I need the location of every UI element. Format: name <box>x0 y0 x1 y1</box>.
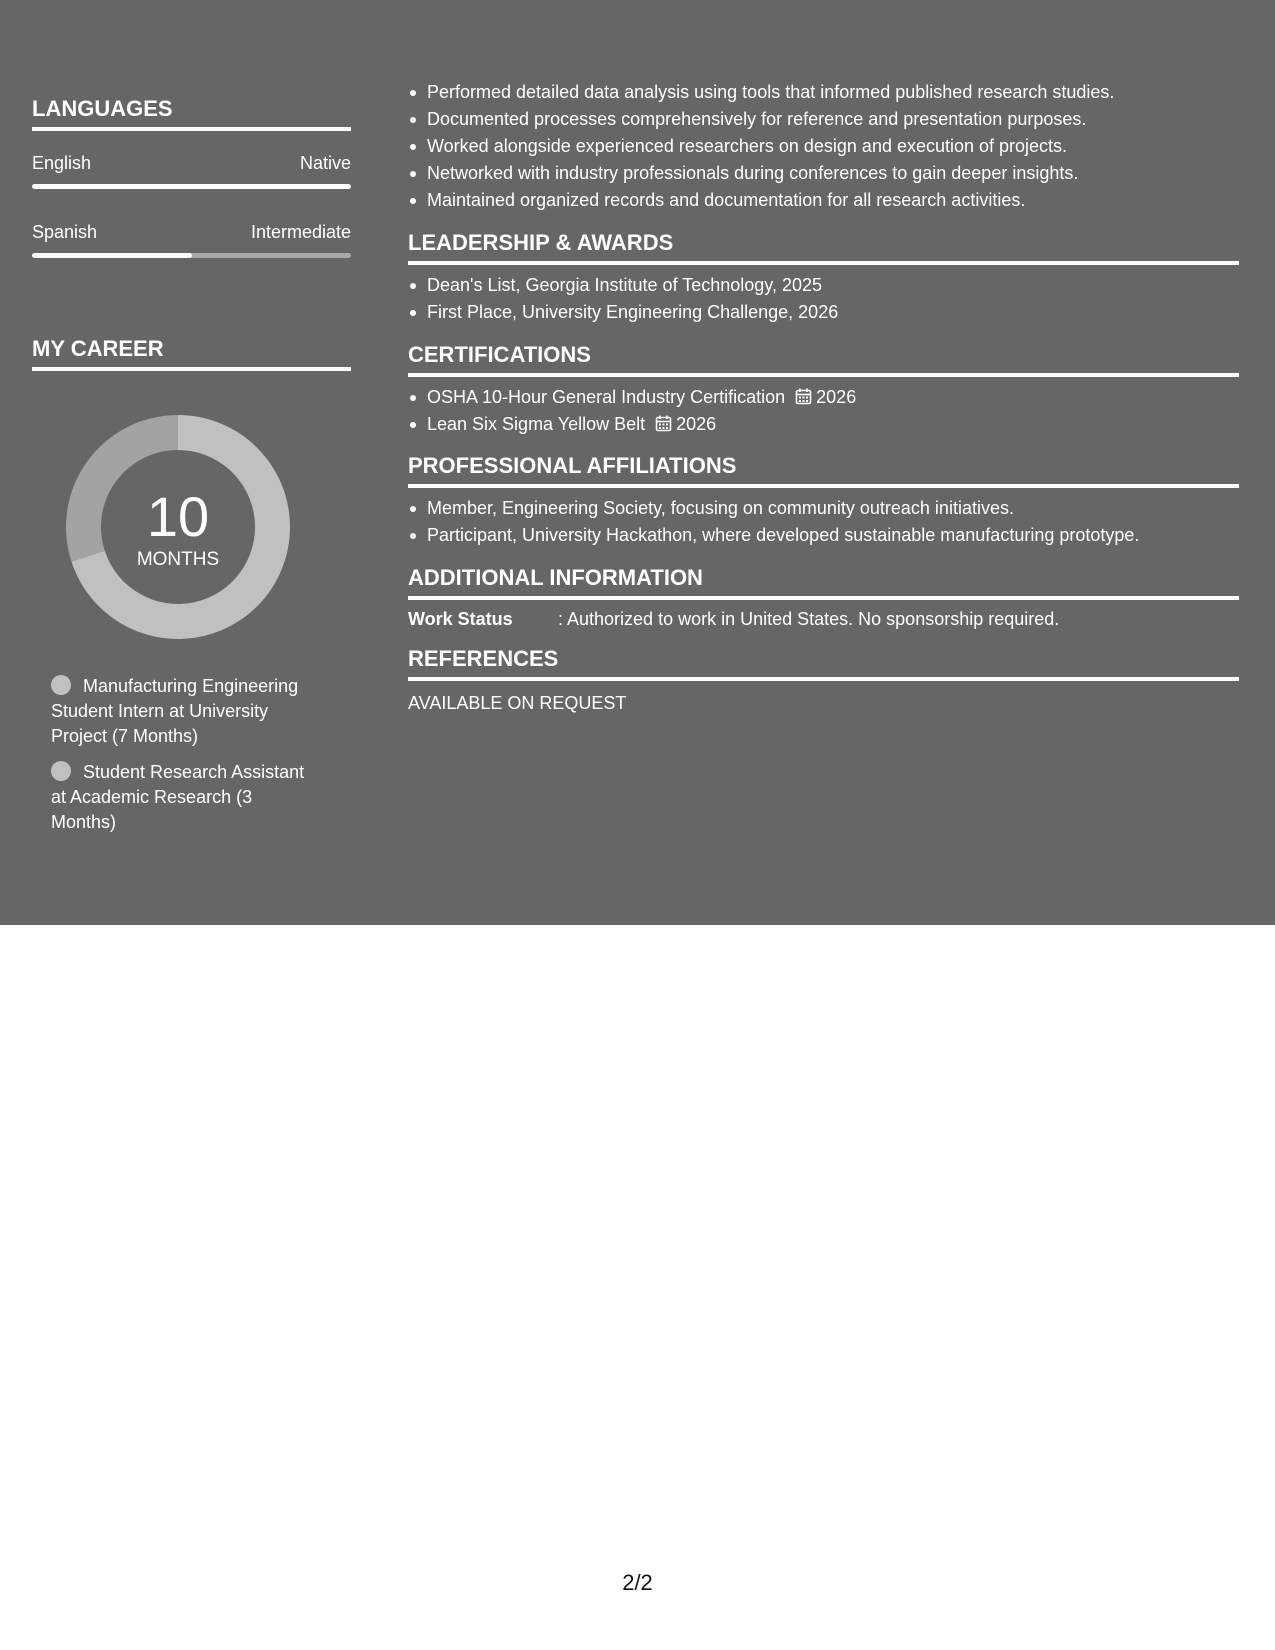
leadership-section <box>408 230 1239 326</box>
language-name: English <box>32 153 92 173</box>
experience-bullet: Performed detailed data analysis using tools that informed published research studies. <box>408 79 1239 106</box>
experience-section <box>408 79 1239 214</box>
leadership-list <box>408 272 1239 326</box>
donut-center <box>66 415 290 639</box>
experience-bullet-list <box>408 79 1239 214</box>
languages-heading: LANGUAGES <box>32 96 351 131</box>
work-status-value: : Authorized to work in United States. No sponsorship required. <box>558 609 1060 629</box>
calendar-icon <box>795 388 812 405</box>
experience-bullet: Worked alongside experienced researchers on design and execution of projects. <box>408 133 1239 160</box>
career-legend <box>51 674 321 846</box>
leadership-heading: LEADERSHIP & AWARDS <box>408 230 1239 265</box>
career-legend-text: Student Research Assistant at Academic Research (3 Months) <box>51 762 305 832</box>
career-donut-chart <box>66 415 290 639</box>
language-spanish <box>32 221 351 258</box>
legend-dot-icon <box>51 761 71 781</box>
certification-name: Lean Six Sigma Yellow Belt <box>427 414 646 434</box>
work-status-row <box>408 607 1239 631</box>
references-heading: REFERENCES <box>408 646 1239 681</box>
language-english <box>32 152 351 189</box>
experience-bullet: Documented processes comprehensively for reference and presentation purposes. <box>408 106 1239 133</box>
certification-item <box>408 411 1239 438</box>
career-legend-item <box>51 674 321 749</box>
calendar-icon <box>655 415 672 432</box>
additional-info-heading: ADDITIONAL INFORMATION <box>408 565 1239 600</box>
certification-year: 2026 <box>676 414 717 434</box>
leadership-item: First Place, University Engineering Challenge, 2026 <box>408 299 1239 326</box>
page-number: 2/2 <box>622 1570 653 1595</box>
legend-dot-icon <box>51 675 71 695</box>
certification-year: 2026 <box>816 387 857 407</box>
affiliations-section <box>408 453 1239 549</box>
certifications-heading: CERTIFICATIONS <box>408 342 1239 377</box>
experience-bullet: Maintained organized records and documentation for all research activities. <box>408 187 1239 214</box>
work-status-label: Work Status <box>408 609 513 629</box>
affiliation-item: Participant, University Hackathon, where developed sustainable manufacturing prototype. <box>408 522 1239 549</box>
affiliations-list <box>408 495 1239 549</box>
experience-bullet: Networked with industry professionals during conferences to gain deeper insights. <box>408 160 1239 187</box>
career-total-months: 10 <box>146 485 210 548</box>
certification-item <box>408 384 1239 411</box>
affiliations-heading: PROFESSIONAL AFFILIATIONS <box>408 453 1239 488</box>
career-legend-text: Manufacturing Engineering Student Intern at University Project (7 Months) <box>51 676 299 746</box>
references-text: AVAILABLE ON REQUEST <box>408 693 627 713</box>
language-level: Native <box>299 153 351 173</box>
career-heading: MY CAREER <box>32 336 351 371</box>
proficiency-bar <box>32 253 351 258</box>
proficiency-bar-fill <box>32 184 351 189</box>
proficiency-bar <box>32 184 351 189</box>
additional-info-section <box>408 565 1239 631</box>
certifications-section <box>408 342 1239 438</box>
proficiency-bar-fill <box>32 253 192 258</box>
language-level: Intermediate <box>250 222 351 242</box>
career-legend-item <box>51 760 321 835</box>
certification-name: OSHA 10-Hour General Industry Certification <box>427 387 786 407</box>
leadership-item: Dean's List, Georgia Institute of Technology, 2025 <box>408 272 1239 299</box>
references-section <box>408 646 1239 715</box>
certifications-list <box>408 384 1239 438</box>
career-total-unit: MONTHS <box>136 549 220 570</box>
language-name: Spanish <box>32 222 98 242</box>
affiliation-item: Member, Engineering Society, focusing on community outreach initiatives. <box>408 495 1239 522</box>
